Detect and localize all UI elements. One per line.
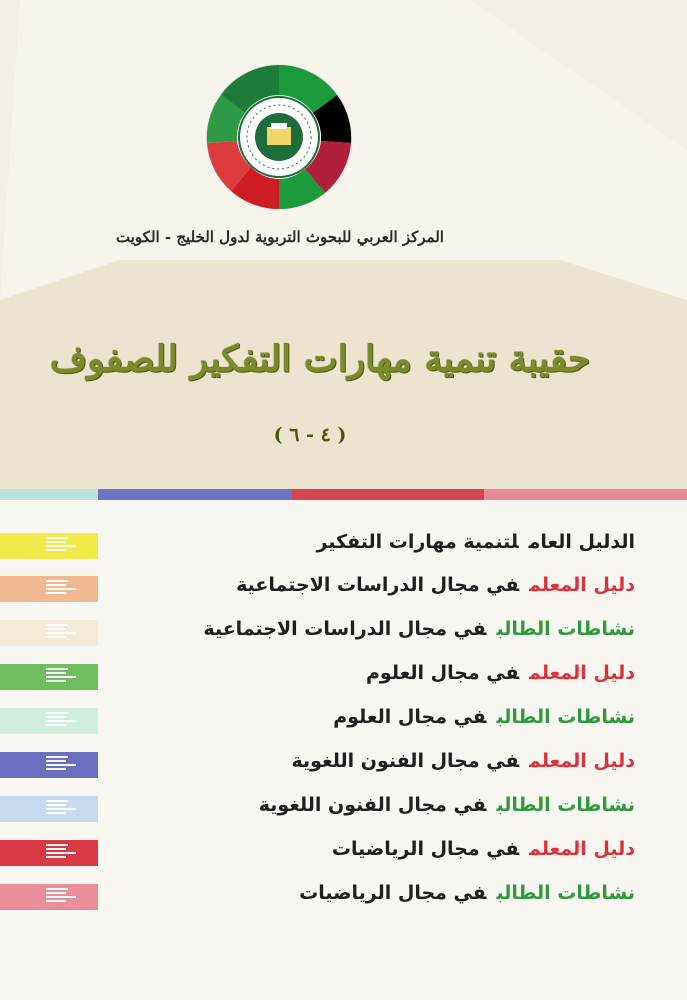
list-item [0, 570, 687, 610]
list-item [0, 614, 687, 654]
lines-icon [46, 800, 76, 818]
grade-range: ( ٤ - ٦ ) [273, 424, 347, 446]
list-marker [0, 664, 98, 690]
list-marker [0, 752, 98, 778]
list-item [0, 702, 687, 742]
item-rest: في مجال الفنون اللغوية [258, 794, 487, 816]
list-marker [0, 620, 98, 646]
item-lead: دليل المعلم [529, 574, 635, 596]
item-lead: الدليل العام [528, 531, 635, 553]
item-lead: نشاطات الطالب [496, 706, 635, 728]
list-item [0, 527, 687, 567]
lines-icon [46, 537, 76, 555]
stripe-2 [98, 489, 292, 500]
item-rest: في مجال الفنون اللغوية [291, 750, 520, 772]
list-item [0, 834, 687, 874]
lines-icon [46, 668, 76, 686]
item-lead: دليل المعلم [529, 662, 635, 684]
list-marker [0, 796, 98, 822]
item-rest: في مجال الرياضيات [299, 882, 487, 904]
item-rest: في مجال العلوم [333, 706, 487, 728]
item-lead: دليل المعلم [529, 750, 635, 772]
lines-icon [46, 756, 76, 774]
item-rest: لتنمية مهارات التفكير [316, 531, 519, 553]
lines-icon [46, 580, 76, 598]
stripe-1 [0, 489, 98, 500]
list-marker [0, 533, 98, 559]
item-rest: في مجال الرياضيات [331, 838, 520, 860]
stripe-4 [484, 489, 687, 500]
color-stripes [0, 489, 687, 500]
lines-icon [46, 888, 76, 906]
stripe-3 [292, 489, 484, 500]
gulf-emblem-logo [205, 63, 353, 211]
list-item [0, 878, 687, 918]
list-marker [0, 576, 98, 602]
item-rest: في مجال الدراسات الاجتماعية [203, 618, 487, 640]
list-marker [0, 840, 98, 866]
list-item [0, 790, 687, 830]
lines-icon [46, 712, 76, 730]
lines-icon [46, 624, 76, 642]
lines-icon [46, 844, 76, 862]
organization-name: المركز العربي للبحوث التربوية لدول الخليج - الكويت [116, 228, 444, 246]
list-item [0, 746, 687, 786]
list-item [0, 658, 687, 698]
item-lead: نشاطات الطالب [496, 618, 635, 640]
list-marker [0, 708, 98, 734]
book-title: حقيبة تنمية مهارات التفكير للصفوف [49, 338, 591, 380]
item-lead: نشاطات الطالب [496, 882, 635, 904]
item-lead: دليل المعلم [529, 838, 635, 860]
item-lead: نشاطات الطالب [496, 794, 635, 816]
list-marker [0, 884, 98, 910]
item-rest: في مجال الدراسات الاجتماعية [236, 574, 520, 596]
item-rest: في مجال العلوم [366, 662, 520, 684]
